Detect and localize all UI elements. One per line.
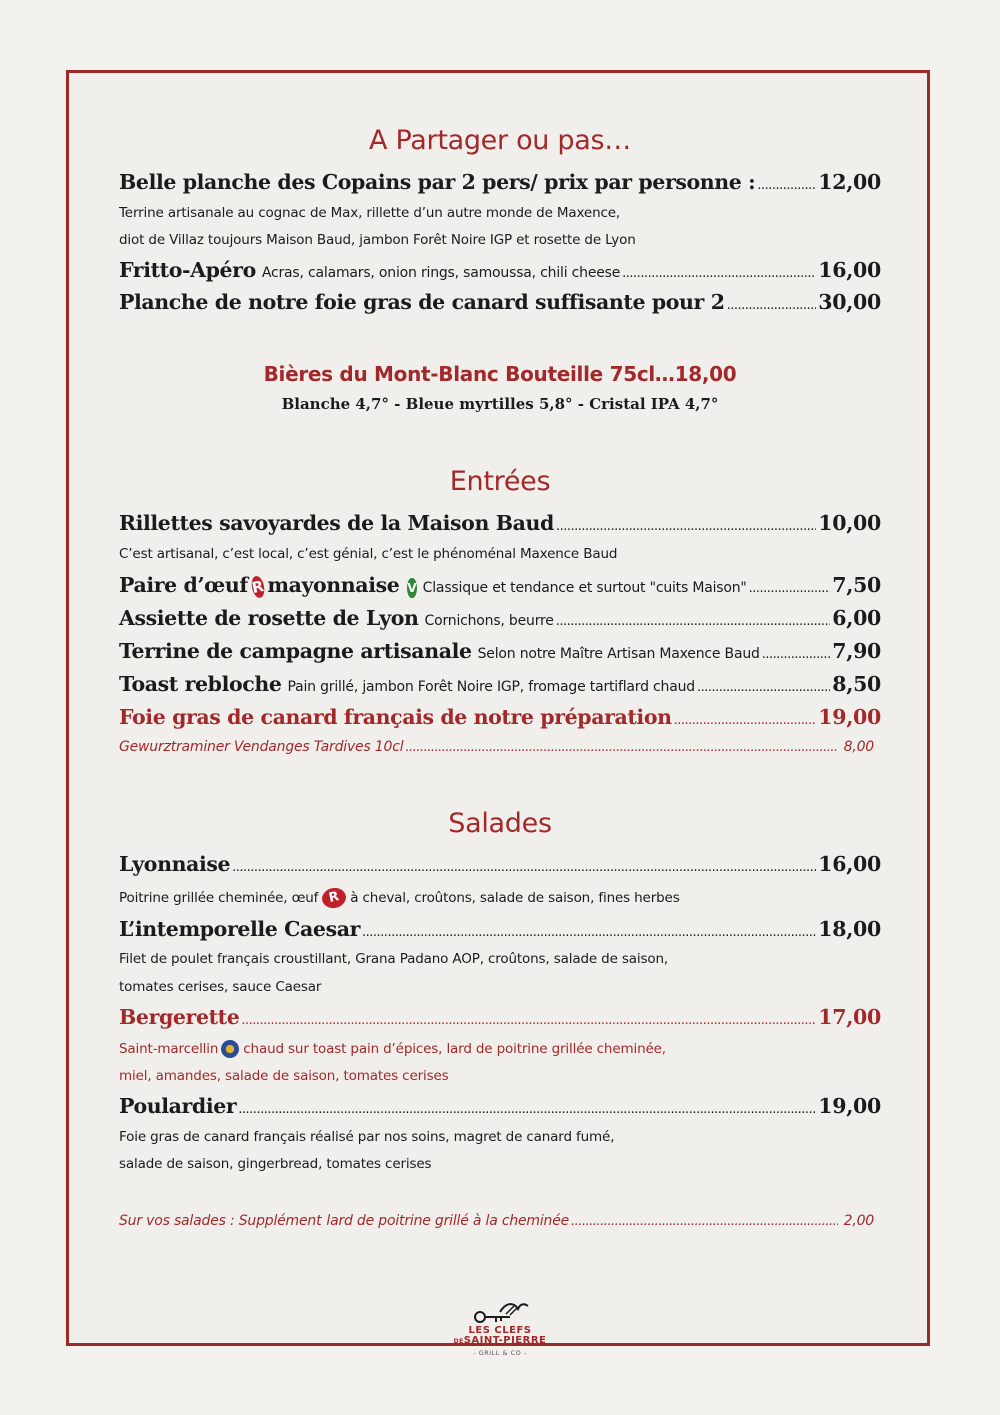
- item-description: Terrine artisanale au cognac de Max, rillette d’un autre monde de Maxence,: [119, 205, 621, 221]
- section-title-entrees: Entrées: [449, 466, 551, 497]
- logo-line1: LES CLEFS: [468, 1325, 532, 1336]
- logo-line3: - GRILL & CO -: [473, 1349, 527, 1357]
- logo-name: SAINT-PIERRE: [463, 1335, 547, 1346]
- menu-item: [119, 290, 881, 314]
- item-price: 7,90: [832, 639, 881, 663]
- item-inline-desc: Acras, calamars, onion rings, samoussa, chili cheese: [261, 265, 621, 281]
- menu-item: [119, 917, 881, 941]
- logo-de: DE: [453, 1338, 464, 1345]
- aop-icon: [221, 1040, 239, 1058]
- leader-dots: [749, 581, 831, 596]
- menu-item: [119, 639, 881, 663]
- menu-item-featured: [119, 705, 881, 729]
- menu-item: [119, 606, 881, 630]
- item-name: Terrine de campagne artisanale: [119, 639, 472, 663]
- item-name: mayonnaise: [267, 573, 400, 597]
- item-description: tomates cerises, sauce Caesar: [119, 979, 322, 995]
- logo-line2: [440, 1336, 560, 1347]
- item-name: Lyonnaise: [119, 852, 231, 876]
- item-price: 16,00: [818, 258, 881, 282]
- item-description: Foie gras de canard français réalisé par nos soins, magret de canard fumé,: [119, 1129, 615, 1145]
- menu-item: [119, 170, 881, 194]
- menu-item: [119, 258, 881, 282]
- item-inline-desc: Classique et tendance et surtout "cuits Maison": [422, 580, 747, 596]
- item-name: Foie gras de canard français de notre préparation: [119, 705, 672, 729]
- item-price: 16,00: [818, 852, 881, 876]
- leader-dots: [622, 266, 816, 281]
- menu-item-featured: [119, 1005, 881, 1029]
- section-title-partager: A Partager ou pas…: [369, 125, 631, 156]
- item-description: C’est artisanal, c’est local, c’est génial, c’est le phénoménal Maxence Baud: [119, 546, 618, 562]
- leader-dots: [232, 860, 816, 875]
- desc-part: à cheval, croûtons, salade de saison, fines herbes: [350, 890, 680, 906]
- menu-item: [119, 573, 881, 598]
- supplement-label: Sur vos salades : Supplément: [119, 1213, 322, 1229]
- desc-part: Poitrine grillée cheminée, œuf: [119, 890, 319, 906]
- item-price: 18,00: [818, 917, 881, 941]
- item-price: 30,00: [818, 290, 881, 314]
- item-price: 12,00: [818, 170, 881, 194]
- salad-supplement: [119, 1213, 874, 1229]
- label-rouge-icon: R: [250, 576, 266, 598]
- menu-item: [119, 511, 881, 535]
- item-name: Poulardier: [119, 1094, 237, 1118]
- item-price: 10,00: [818, 511, 881, 535]
- leader-dots: [405, 740, 837, 755]
- item-name: Planche de notre foie gras de canard suffisante pour 2: [119, 290, 725, 314]
- item-price: 19,00: [818, 1094, 881, 1118]
- desc-part: chaud sur toast pain d’épices, lard de poitrine grillée cheminée,: [243, 1041, 666, 1057]
- leader-dots: [241, 1013, 816, 1028]
- item-description: [119, 1040, 666, 1058]
- item-description: [119, 888, 680, 908]
- leader-dots: [238, 1102, 816, 1117]
- leader-dots: [727, 298, 817, 313]
- label-rouge-icon: R: [320, 886, 348, 911]
- section-title-salades: Salades: [448, 808, 552, 839]
- vegetarian-icon: V: [407, 578, 416, 598]
- item-name: Gewurztraminer Vendanges Tardives 10cl: [119, 739, 404, 755]
- leader-dots: [556, 614, 831, 629]
- leader-dots: [762, 647, 831, 662]
- item-price: 19,00: [818, 705, 881, 729]
- item-description: diot de Villaz toujours Maison Baud, jambon Forêt Noire IGP et rosette de Lyon: [119, 232, 636, 248]
- leader-dots: [556, 519, 816, 534]
- item-name: L’intemporelle Caesar: [119, 917, 361, 941]
- leader-dots: [571, 1214, 838, 1229]
- item-description: miel, amandes, salade de saison, tomates cerises: [119, 1068, 449, 1084]
- leader-dots: [757, 178, 816, 193]
- item-name: Rillettes savoyardes de la Maison Baud: [119, 511, 554, 535]
- item-description: salade de saison, gingerbread, tomates cerises: [119, 1156, 432, 1172]
- item-price: 7,50: [832, 573, 881, 597]
- menu-item: [119, 852, 881, 876]
- restaurant-logo: [440, 1300, 560, 1357]
- item-name: Fritto-Apéro: [119, 258, 256, 282]
- item-name: Toast rebloche: [119, 672, 282, 696]
- leader-dots: [697, 680, 830, 695]
- leader-dots: [674, 713, 817, 728]
- keys-logo-icon: [470, 1300, 530, 1326]
- item-inline-desc: Cornichons, beurre: [424, 613, 554, 629]
- item-name: Belle planche des Copains par 2 pers/ prix par personne :: [119, 170, 756, 194]
- menu-item: [119, 672, 881, 696]
- item-inline-desc: Selon notre Maître Artisan Maxence Baud: [477, 646, 760, 662]
- leader-dots: [362, 925, 816, 940]
- item-price: 6,00: [832, 606, 881, 630]
- item-name: Paire d’œuf: [119, 573, 248, 597]
- supplement-price: 2,00: [843, 1213, 874, 1229]
- item-description: Filet de poulet français croustillant, Grana Padano AOP, croûtons, salade de saison,: [119, 951, 669, 967]
- item-price: 8,00: [843, 739, 874, 755]
- desc-part: Saint-marcellin: [119, 1041, 219, 1057]
- wine-pairing: [119, 739, 874, 755]
- item-name: Bergerette: [119, 1005, 240, 1029]
- item-inline-desc: Pain grillé, jambon Forêt Noire IGP, fromage tartiflard chaud: [287, 679, 695, 695]
- item-name: Assiette de rosette de Lyon: [119, 606, 419, 630]
- item-price: 8,50: [832, 672, 881, 696]
- menu-item: [119, 1094, 881, 1118]
- item-price: 17,00: [818, 1005, 881, 1029]
- beer-heading: Bières du Mont-Blanc Bouteille 75cl…18,00: [263, 362, 737, 386]
- supplement-item: lard de poitrine grillé à la cheminée: [326, 1213, 570, 1229]
- beer-list: Blanche 4,7° - Bleue myrtilles 5,8° - Cristal IPA 4,7°: [281, 395, 719, 413]
